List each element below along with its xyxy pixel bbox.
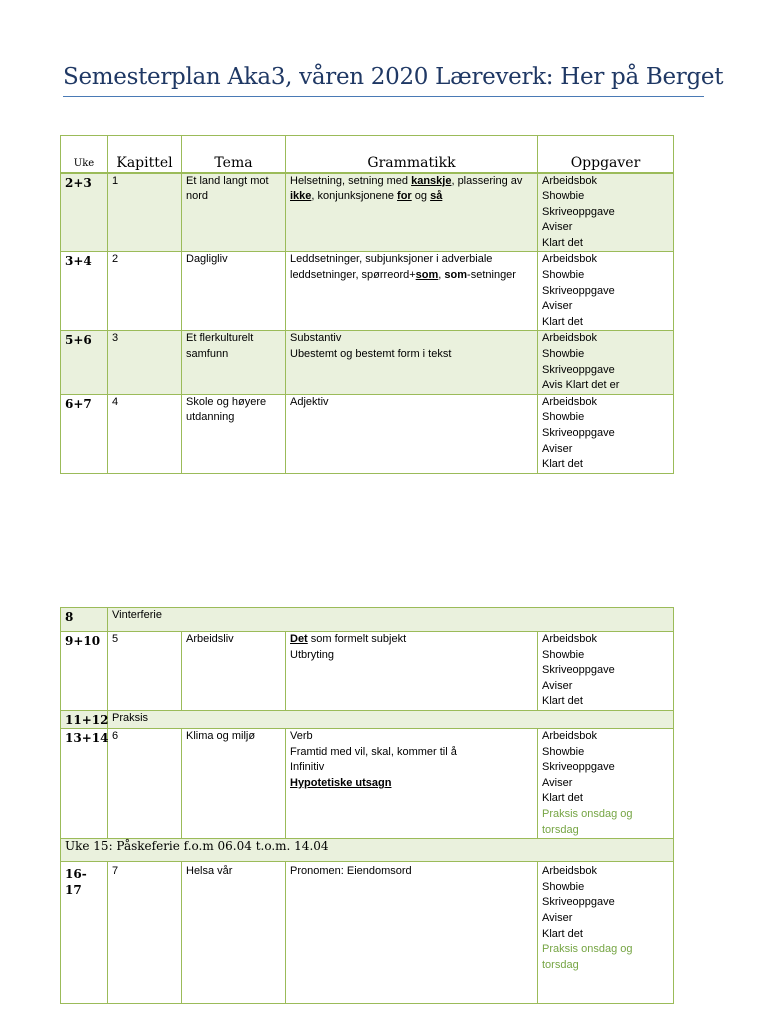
task-item: Klart det [542,792,583,805]
task-item: Klart det [542,315,583,328]
grammar-keyword: kanskje [411,174,452,187]
task-item: Aviser [542,300,573,313]
grammar-text: Leddsetninger, subjunksjoner i adverbiale [290,253,493,266]
table-header-row [61,136,674,173]
chapter-cell: 5 [108,632,182,711]
task-item: Aviser [542,221,573,234]
grammar-text: , [438,269,445,282]
grammar-keyword: for [397,190,412,203]
task-item: Arbeidsbok [542,174,598,187]
praksis-note: torsdag [542,823,579,836]
tasks-cell [538,729,674,839]
grammar-text: -setninger [467,269,516,282]
week-cell: 2+3 [61,173,108,252]
task-item: Showbie [542,411,585,424]
grammar-cell [286,173,538,252]
theme-cell: Et flerkulturelt samfunn [182,331,286,394]
tasks-cell [538,173,674,252]
week-cell: 13+14 [61,729,108,839]
grammar-keyword: Det [290,633,308,645]
header-grammatikk: Grammatikk [286,136,538,173]
theme-cell: Et land langt mot nord [182,173,286,252]
task-item: Showbie [542,648,585,661]
grammar-text: og [411,190,431,203]
table-row [61,173,674,252]
header-oppgaver: Oppgaver [538,136,674,173]
task-item: Skriveoppgave [542,205,615,218]
header-tema: Tema [182,136,286,173]
task-item: Skriveoppgave [542,284,615,297]
grammar-keyword: ikke [290,190,312,203]
grammar-text: Pronomen: Eiendomsord [290,865,412,878]
chapter-cell: 1 [108,173,182,252]
semester-table-1 [60,135,674,474]
task-item: Skriveoppgave [542,896,615,909]
task-item: Skriveoppgave [542,664,615,677]
task-item: Klart det [542,695,583,708]
week-cell: 16-17 [61,862,108,1004]
task-item: Aviser [542,442,573,455]
table-row [61,862,674,1004]
task-item: Avis Klart det er [542,379,620,392]
header-kapittel: Kapittel [108,136,182,173]
task-item: Arbeidsbok [542,730,598,742]
praksis-note: Praksis onsdag og [542,807,633,820]
grammar-keyword: Hypotetiske utsagn [290,776,392,789]
table-row [61,608,674,632]
easter-holiday-cell: Uke 15: Påskeferie f.o.m 06.04 t.o.m. 14.04 [61,839,674,862]
grammar-text: som formelt subjekt [307,633,407,645]
grammar-text: , plassering av [451,174,523,187]
week-cell: 5+6 [61,331,108,394]
theme-cell: Klima og miljø [182,729,286,839]
chapter-cell: 7 [108,862,182,1004]
task-item: Klart det [542,927,583,940]
chapter-cell: 4 [108,394,182,473]
praksis-note: Praksis onsdag og [542,943,633,956]
task-item: Aviser [542,679,573,692]
theme-cell: Arbeidsliv [182,632,286,711]
praksis-note: torsdag [542,958,579,971]
theme-cell: Helsa vår [182,862,286,1004]
grammar-text: Helsetning, setning med [290,174,412,187]
task-item: Showbie [542,269,585,282]
table-row [61,252,674,331]
grammar-cell [286,331,538,394]
grammar-text: , konjunksjonene [311,190,398,203]
grammar-text: Ubestemt og bestemt form i tekst [290,348,452,361]
task-item: Arbeidsbok [542,395,598,408]
task-item: Arbeidsbok [542,865,598,878]
grammar-text: Utbryting [290,648,335,661]
task-item: Arbeidsbok [542,253,598,266]
task-item: Skriveoppgave [542,363,615,376]
task-item: Arbeidsbok [542,633,598,645]
grammar-text: leddsetninger, spørreord+ [290,269,416,282]
tasks-cell [538,331,674,394]
grammar-keyword: som [444,269,468,282]
table-row [61,711,674,729]
week-cell: 9+10 [61,632,108,711]
praksis-cell: Praksis [108,711,674,729]
task-item: Showbie [542,190,585,203]
task-item: Showbie [542,348,585,361]
table-row [61,394,674,473]
holiday-cell: Vinterferie [108,608,674,632]
grammar-cell [286,862,538,1004]
task-item: Showbie [542,880,585,893]
semester-table-2 [60,607,674,1004]
grammar-keyword: så [430,190,443,203]
tasks-cell [538,252,674,331]
grammar-cell [286,632,538,711]
grammar-keyword: som [415,269,439,282]
page-title: Semesterplan Aka3, våren 2020 Læreverk: Her på Berget [63,64,724,90]
grammar-cell [286,394,538,473]
table-row [61,632,674,711]
table-row [61,331,674,394]
task-item: Skriveoppgave [542,427,615,440]
task-item: Klart det [542,458,583,471]
title-underline [63,96,704,97]
grammar-text: Framtid med vil, skal, kommer til å [290,745,457,758]
grammar-text: Substantiv [290,332,342,345]
grammar-text: Adjektiv [290,395,329,408]
chapter-cell: 2 [108,252,182,331]
table-row [61,729,674,839]
table-row [61,839,674,862]
theme-cell: Dagligliv [182,252,286,331]
week-cell: 11+12 [61,711,108,729]
tasks-cell [538,862,674,1004]
tasks-cell [538,632,674,711]
week-cell: 6+7 [61,394,108,473]
theme-cell: Skole og høyere utdanning [182,394,286,473]
grammar-text: Infinitiv [290,761,325,774]
task-item: Aviser [542,911,573,924]
chapter-cell: 3 [108,331,182,394]
week-cell: 3+4 [61,252,108,331]
task-item: Arbeidsbok [542,332,598,345]
grammar-cell [286,252,538,331]
week-cell: 8 [61,608,108,632]
chapter-cell: 6 [108,729,182,839]
task-item: Klart det [542,236,583,249]
header-uke: Uke [61,136,108,173]
task-item: Showbie [542,745,585,758]
grammar-text: Verb [290,730,313,742]
grammar-cell [286,729,538,839]
tasks-cell [538,394,674,473]
task-item: Aviser [542,776,573,789]
task-item: Skriveoppgave [542,761,615,774]
